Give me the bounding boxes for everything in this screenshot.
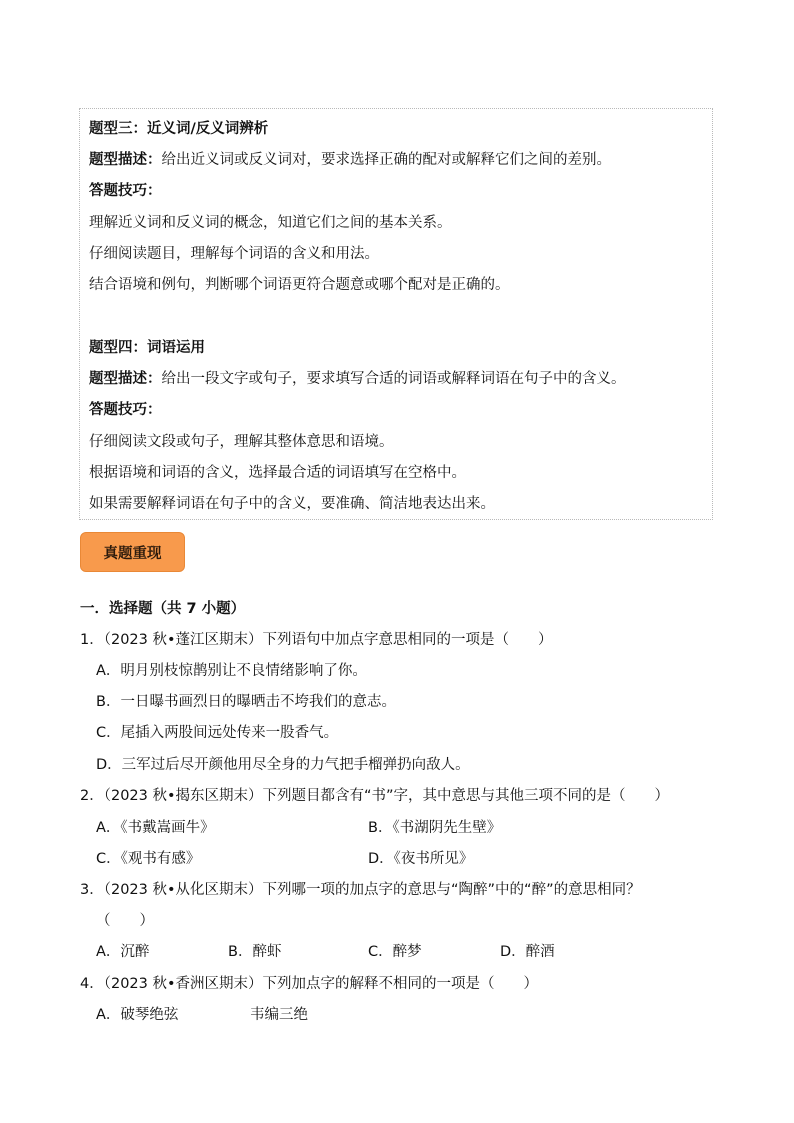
question-3-stem: 3．（2023 秋•从化区期末）下列哪一项的加点字的意思与“陶醉”中的“醉”的意思相同？ bbox=[80, 882, 641, 898]
type3-tip-3: 结合语境和例句，判断哪个词语更符合题意或哪个配对是正确的。 bbox=[89, 277, 510, 293]
type3-title: 题型三：近义词/反义词辨析 bbox=[89, 121, 269, 137]
type4-desc-label: 题型描述： bbox=[89, 371, 162, 387]
type4-tip-2: 根据语境和词语的含义，选择最合适的词语填写在空格中。 bbox=[89, 465, 466, 481]
question-3-option-d: D．醉酒 bbox=[500, 944, 555, 960]
type3-skill-label: 答题技巧： bbox=[89, 183, 162, 199]
type4-title: 题型四：词语运用 bbox=[89, 340, 205, 356]
question-1-option-a: A．明月别枝惊鹊别让不良情绪影响了你。 bbox=[96, 663, 367, 679]
question-2-option-d: D．《夜书所见》 bbox=[368, 851, 474, 867]
section-badge: 真题重现 bbox=[80, 532, 185, 572]
question-4-option-a-pair: 韦编三绝 bbox=[250, 1007, 308, 1023]
question-2-option-a: A．《书戴嵩画牛》 bbox=[96, 820, 215, 836]
type4-skill-label: 答题技巧： bbox=[89, 402, 162, 418]
question-3-stem-cont: （ ） bbox=[96, 913, 154, 929]
type4-desc-text: 给出一段文字或句子，要求填写合适的词语或解释词语在句子中的含义。 bbox=[161, 371, 626, 387]
question-3-option-c: C．醉梦 bbox=[368, 944, 422, 960]
type3-tip-1: 理解近义词和反义词的概念，知道它们之间的基本关系。 bbox=[89, 215, 452, 231]
question-3-option-a: A．沉醉 bbox=[96, 944, 150, 960]
question-2-option-b: B．《书湖阴先生壁》 bbox=[368, 820, 502, 836]
question-1-option-c: C．尾插入两股间远处传来一股香气。 bbox=[96, 725, 339, 741]
type3-desc-text: 给出近义词或反义词对，要求选择正确的配对或解释它们之间的差别。 bbox=[161, 152, 611, 168]
type4-description bbox=[89, 369, 626, 389]
question-1-stem: 1．（2023 秋•蓬江区期末）下列语句中加点字意思相同的一项是（ ） bbox=[80, 632, 553, 648]
type3-tip-2: 仔细阅读题目，理解每个词语的含义和用法。 bbox=[89, 246, 379, 262]
question-4-stem: 4．（2023 秋•香洲区期末）下列加点字的解释不相同的一项是（ ） bbox=[80, 976, 539, 992]
type4-tip-1: 仔细阅读文段或句子，理解其整体意思和语境。 bbox=[89, 434, 394, 450]
question-2-option-c: C．《观书有感》 bbox=[96, 851, 201, 867]
question-3-option-b: B．醉虾 bbox=[228, 944, 282, 960]
section-title: 一．选择题（共 7 小题） bbox=[80, 601, 246, 617]
type4-tip-3: 如果需要解释词语在句子中的含义，要准确、简洁地表达出来。 bbox=[89, 496, 495, 512]
question-4-option-a: A．破琴绝弦 bbox=[96, 1007, 179, 1023]
type3-description bbox=[89, 150, 611, 170]
question-1-option-d: D．三军过后尽开颜他用尽全身的力气把手榴弹扔向敌人。 bbox=[96, 757, 470, 773]
question-1-option-b: B．一日曝书画烈日的曝晒击不垮我们的意志。 bbox=[96, 694, 396, 710]
question-2-stem: 2．（2023 秋•揭东区期末）下列题目都含有“书”字，其中意思与其他三项不同的是（ ） bbox=[80, 788, 670, 804]
type3-desc-label: 题型描述： bbox=[89, 152, 162, 168]
